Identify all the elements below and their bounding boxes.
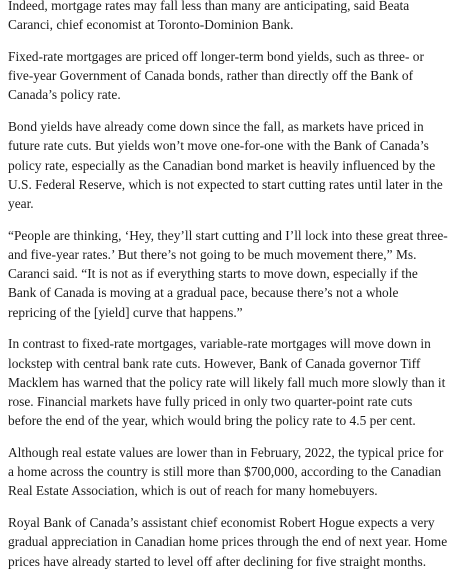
article-paragraph: Although real estate values are lower than in February, 2022, the typical price for a home across the country is still more than $700,000, according to the Canadian Real Estate Association, which is out of reach for many homebuyers. <box>8 445 444 499</box>
article-paragraph: In contrast to fixed-rate mortgages, variable-rate mortgages will move down in lockstep with central bank rate cuts. However, Bank of Canada governor Tiff Macklem has warned that the policy rate will likely fall much more slowly than it rose. Financial markets have fully priced in only two quarter-point rate cuts before the end of the year, which would bring the policy rate to 4.5 per cent. <box>8 336 446 429</box>
article-paragraph: “People are thinking, ‘Hey, they’ll start cutting and I’ll lock into these great three- and five-year rates.’ But there’s not going to be much movement there,” Ms. Caranci said. “It is not as if everything starts to move down, especially if the Bank of Canada is moving at a gradual pace, because there’s not a whole repricing of the [yield] curve that happens.” <box>8 227 448 320</box>
article-paragraph: Indeed, mortgage rates may fall less than many are anticipating, said Beata Caranci, chief economist at Toronto-Dominion Bank. <box>8 0 410 33</box>
article-paragraph: Royal Bank of Canada’s assistant chief economist Robert Hogue expects a very gradual appreciation in Canadian home prices through the end of next year. Home prices have already started to level off after declining for five straight months. <box>8 515 448 569</box>
article-paragraph: Fixed-rate mortgages are priced off longer-term bond yields, such as three- or five-year Government of Canada bonds, rather than directly off the Bank of Canada’s policy rate. <box>8 49 424 103</box>
article-paragraph: Bond yields have already come down since the fall, as markets have priced in future rate cuts. But yields won’t move one-for-one with the Bank of Canada’s policy rate, especially as the Canadian bond market is heavily influenced by the U.S. Federal Reserve, which is not expected to start cutting rates until later in the year. <box>8 119 443 212</box>
